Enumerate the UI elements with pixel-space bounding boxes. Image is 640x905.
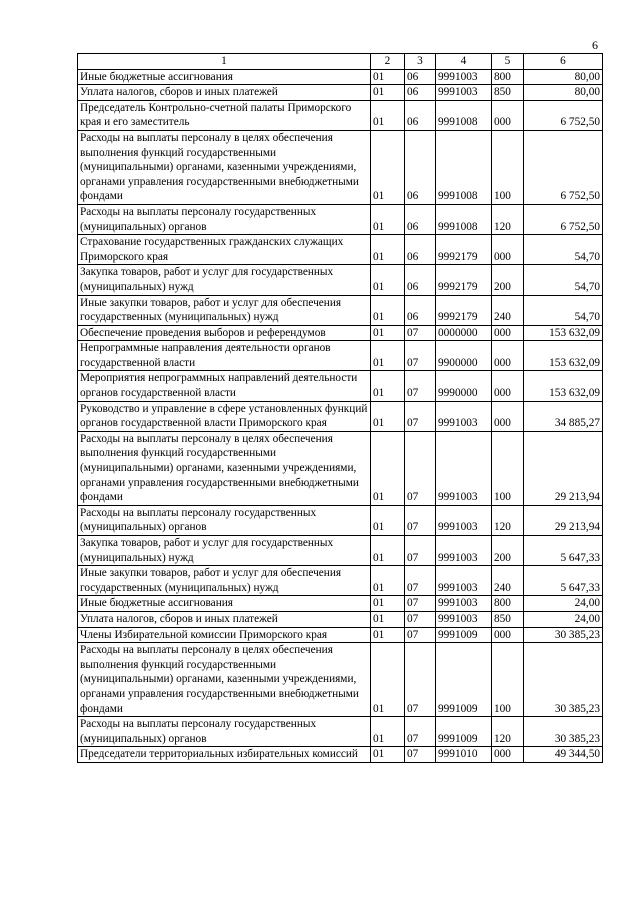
table-row bbox=[78, 100, 603, 130]
row-amount: 49 344,50 bbox=[524, 747, 603, 763]
row-name: Расходы на выплаты персоналу в целях обеспечения выполнения функций государственными (муниципальными) органами, казенными учреждениями, органами управления государственными внебюджетными фондами bbox=[78, 643, 371, 717]
budget-table bbox=[77, 53, 603, 763]
row-name: Расходы на выплаты персоналу государственных (муниципальных) органов bbox=[78, 505, 371, 535]
row-target-article: 9990000 bbox=[436, 371, 492, 401]
row-section: 01 bbox=[371, 717, 405, 747]
row-section: 01 bbox=[371, 235, 405, 265]
row-section: 01 bbox=[371, 401, 405, 431]
row-subsection: 07 bbox=[405, 643, 436, 717]
row-name: Закупка товаров, работ и услуг для государственных (муниципальных) нужд bbox=[78, 536, 371, 566]
row-name: Иные бюджетные ассигнования bbox=[78, 596, 371, 612]
row-subsection: 07 bbox=[405, 747, 436, 763]
page-number: 6 bbox=[592, 38, 598, 52]
table-row bbox=[78, 85, 603, 101]
table-row bbox=[78, 536, 603, 566]
table-row bbox=[78, 596, 603, 612]
row-section: 01 bbox=[371, 100, 405, 130]
row-section: 01 bbox=[371, 85, 405, 101]
row-target-article: 9992179 bbox=[436, 265, 492, 295]
row-name: Иные закупки товаров, работ и услуг для обеспечения государственных (муниципальных) нужд bbox=[78, 295, 371, 325]
row-subsection: 06 bbox=[405, 100, 436, 130]
table-row bbox=[78, 265, 603, 295]
row-section: 01 bbox=[371, 505, 405, 535]
row-target-article: 9991003 bbox=[436, 596, 492, 612]
row-amount: 29 213,94 bbox=[524, 431, 603, 505]
header-col-4: 4 bbox=[436, 54, 492, 70]
row-section: 01 bbox=[371, 611, 405, 627]
row-section: 01 bbox=[371, 431, 405, 505]
row-target-article: 9991010 bbox=[436, 747, 492, 763]
row-subsection: 07 bbox=[405, 596, 436, 612]
row-section: 01 bbox=[371, 747, 405, 763]
row-target-article: 9991003 bbox=[436, 85, 492, 101]
row-name: Непрограммные направления деятельности органов государственной власти bbox=[78, 341, 371, 371]
row-expense-type: 120 bbox=[492, 717, 524, 747]
row-target-article: 9991009 bbox=[436, 643, 492, 717]
row-section: 01 bbox=[371, 265, 405, 295]
row-subsection: 07 bbox=[405, 431, 436, 505]
row-expense-type: 800 bbox=[492, 596, 524, 612]
row-expense-type: 000 bbox=[492, 371, 524, 401]
row-subsection: 07 bbox=[405, 717, 436, 747]
table-row bbox=[78, 325, 603, 341]
row-target-article: 9991003 bbox=[436, 566, 492, 596]
row-subsection: 06 bbox=[405, 295, 436, 325]
row-section: 01 bbox=[371, 371, 405, 401]
row-target-article: 9991008 bbox=[436, 204, 492, 234]
row-expense-type: 850 bbox=[492, 85, 524, 101]
row-target-article: 9991009 bbox=[436, 717, 492, 747]
row-subsection: 07 bbox=[405, 325, 436, 341]
row-section: 01 bbox=[371, 325, 405, 341]
table-row bbox=[78, 611, 603, 627]
table-header-row bbox=[78, 54, 603, 70]
row-amount: 30 385,23 bbox=[524, 643, 603, 717]
row-amount: 153 632,09 bbox=[524, 371, 603, 401]
row-name: Руководство и управление в сфере установленных функций органов государственной власти Приморского края bbox=[78, 401, 371, 431]
row-name: Иные закупки товаров, работ и услуг для обеспечения государственных (муниципальных) нужд bbox=[78, 566, 371, 596]
row-subsection: 06 bbox=[405, 204, 436, 234]
row-name: Уплата налогов, сборов и иных платежей bbox=[78, 85, 371, 101]
row-section: 01 bbox=[371, 204, 405, 234]
row-expense-type: 800 bbox=[492, 69, 524, 85]
header-col-5: 5 bbox=[492, 54, 524, 70]
table-row bbox=[78, 627, 603, 643]
row-amount: 54,70 bbox=[524, 295, 603, 325]
table-row bbox=[78, 643, 603, 717]
header-col-1: 1 bbox=[78, 54, 371, 70]
table-row bbox=[78, 717, 603, 747]
row-target-article: 9991003 bbox=[436, 536, 492, 566]
header-col-6: 6 bbox=[524, 54, 603, 70]
row-name: Председатели территориальных избирательных комиссий bbox=[78, 747, 371, 763]
row-amount: 54,70 bbox=[524, 235, 603, 265]
row-subsection: 07 bbox=[405, 371, 436, 401]
row-target-article: 0000000 bbox=[436, 325, 492, 341]
row-expense-type: 100 bbox=[492, 431, 524, 505]
row-expense-type: 100 bbox=[492, 130, 524, 204]
budget-table-body bbox=[78, 54, 603, 763]
row-expense-type: 000 bbox=[492, 747, 524, 763]
row-section: 01 bbox=[371, 536, 405, 566]
row-subsection: 06 bbox=[405, 69, 436, 85]
header-col-3: 3 bbox=[405, 54, 436, 70]
row-amount: 5 647,33 bbox=[524, 566, 603, 596]
row-section: 01 bbox=[371, 566, 405, 596]
row-expense-type: 120 bbox=[492, 204, 524, 234]
row-name: Расходы на выплаты персоналу государственных (муниципальных) органов bbox=[78, 204, 371, 234]
row-subsection: 07 bbox=[405, 536, 436, 566]
row-target-article: 9992179 bbox=[436, 235, 492, 265]
row-target-article: 9991008 bbox=[436, 100, 492, 130]
row-target-article: 9991003 bbox=[436, 69, 492, 85]
table-row bbox=[78, 235, 603, 265]
row-name: Члены Избирательной комиссии Приморского края bbox=[78, 627, 371, 643]
row-subsection: 07 bbox=[405, 566, 436, 596]
row-subsection: 06 bbox=[405, 265, 436, 295]
row-amount: 24,00 bbox=[524, 611, 603, 627]
row-name: Председатель Контрольно-счетной палаты Приморского края и его заместитель bbox=[78, 100, 371, 130]
table-row bbox=[78, 566, 603, 596]
row-subsection: 07 bbox=[405, 341, 436, 371]
row-name: Расходы на выплаты персоналу в целях обеспечения выполнения функций государственными (муниципальными) органами, казенными учреждениями, органами управления государственными внебюджетными фондами bbox=[78, 130, 371, 204]
row-subsection: 06 bbox=[405, 130, 436, 204]
row-subsection: 06 bbox=[405, 235, 436, 265]
row-amount: 29 213,94 bbox=[524, 505, 603, 535]
row-target-article: 9900000 bbox=[436, 341, 492, 371]
row-section: 01 bbox=[371, 596, 405, 612]
header-col-2: 2 bbox=[371, 54, 405, 70]
row-amount: 6 752,50 bbox=[524, 130, 603, 204]
row-section: 01 bbox=[371, 295, 405, 325]
row-expense-type: 000 bbox=[492, 341, 524, 371]
row-subsection: 07 bbox=[405, 611, 436, 627]
row-section: 01 bbox=[371, 341, 405, 371]
row-amount: 24,00 bbox=[524, 596, 603, 612]
row-section: 01 bbox=[371, 627, 405, 643]
row-expense-type: 000 bbox=[492, 235, 524, 265]
row-amount: 6 752,50 bbox=[524, 100, 603, 130]
row-expense-type: 000 bbox=[492, 100, 524, 130]
row-expense-type: 120 bbox=[492, 505, 524, 535]
row-expense-type: 850 bbox=[492, 611, 524, 627]
row-target-article: 9991008 bbox=[436, 130, 492, 204]
row-amount: 80,00 bbox=[524, 69, 603, 85]
row-expense-type: 000 bbox=[492, 627, 524, 643]
table-row bbox=[78, 341, 603, 371]
row-target-article: 9991003 bbox=[436, 401, 492, 431]
row-name: Иные бюджетные ассигнования bbox=[78, 69, 371, 85]
row-subsection: 07 bbox=[405, 505, 436, 535]
table-row bbox=[78, 505, 603, 535]
row-expense-type: 240 bbox=[492, 566, 524, 596]
row-amount: 153 632,09 bbox=[524, 325, 603, 341]
row-name: Закупка товаров, работ и услуг для государственных (муниципальных) нужд bbox=[78, 265, 371, 295]
row-expense-type: 200 bbox=[492, 536, 524, 566]
table-row bbox=[78, 371, 603, 401]
row-amount: 80,00 bbox=[524, 85, 603, 101]
table-row bbox=[78, 431, 603, 505]
row-expense-type: 240 bbox=[492, 295, 524, 325]
row-amount: 30 385,23 bbox=[524, 717, 603, 747]
row-name: Расходы на выплаты персоналу государственных (муниципальных) органов bbox=[78, 717, 371, 747]
row-name: Обеспечение проведения выборов и референдумов bbox=[78, 325, 371, 341]
row-subsection: 07 bbox=[405, 627, 436, 643]
row-target-article: 9991003 bbox=[436, 431, 492, 505]
row-target-article: 9991003 bbox=[436, 505, 492, 535]
row-subsection: 07 bbox=[405, 401, 436, 431]
row-section: 01 bbox=[371, 130, 405, 204]
table-row bbox=[78, 69, 603, 85]
row-section: 01 bbox=[371, 69, 405, 85]
row-amount: 6 752,50 bbox=[524, 204, 603, 234]
row-target-article: 9991009 bbox=[436, 627, 492, 643]
row-amount: 54,70 bbox=[524, 265, 603, 295]
row-amount: 5 647,33 bbox=[524, 536, 603, 566]
row-name: Расходы на выплаты персоналу в целях обеспечения выполнения функций государственными (муниципальными) органами, казенными учреждениями, органами управления государственными внебюджетными фондами bbox=[78, 431, 371, 505]
row-name: Уплата налогов, сборов и иных платежей bbox=[78, 611, 371, 627]
row-target-article: 9991003 bbox=[436, 611, 492, 627]
table-row bbox=[78, 401, 603, 431]
row-expense-type: 000 bbox=[492, 401, 524, 431]
row-section: 01 bbox=[371, 643, 405, 717]
row-expense-type: 100 bbox=[492, 643, 524, 717]
row-expense-type: 000 bbox=[492, 325, 524, 341]
table-row bbox=[78, 295, 603, 325]
row-amount: 153 632,09 bbox=[524, 341, 603, 371]
row-target-article: 9992179 bbox=[436, 295, 492, 325]
table-row bbox=[78, 747, 603, 763]
row-amount: 34 885,27 bbox=[524, 401, 603, 431]
row-amount: 30 385,23 bbox=[524, 627, 603, 643]
row-name: Мероприятия непрограммных направлений деятельности органов государственной власти bbox=[78, 371, 371, 401]
row-subsection: 06 bbox=[405, 85, 436, 101]
row-expense-type: 200 bbox=[492, 265, 524, 295]
table-row bbox=[78, 130, 603, 204]
row-name: Страхование государственных гражданских служащих Приморского края bbox=[78, 235, 371, 265]
table-row bbox=[78, 204, 603, 234]
